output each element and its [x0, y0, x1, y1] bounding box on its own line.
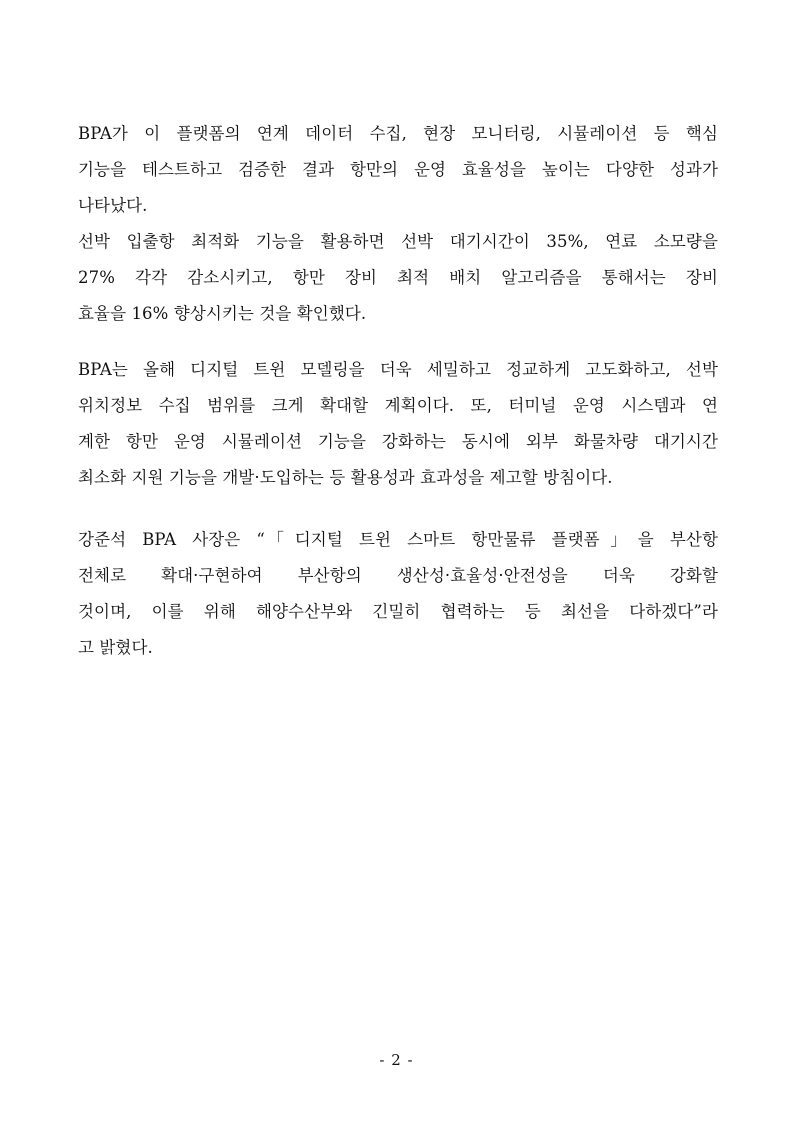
- paragraph-3-line-3: 계한 항만 운영 시뮬레이션 기능을 강화하는 동시에 외부 화물차량 대기시간: [78, 432, 718, 451]
- paragraph-2-line-2: 27% 각각 감소시키고, 항만 장비 최적 배치 알고리즘을 통해서는 장비: [78, 268, 718, 287]
- paragraph-4-line-1: 강준석 BPA 사장은 “「디지털 트윈 스마트 항만물류 플랫폼」을 부산항: [78, 530, 718, 549]
- paragraph-2-line-3: 효율을 16% 향상시키는 것을 확인했다.: [78, 304, 367, 323]
- paragraph-2-line-1: 선박 입출항 최적화 기능을 활용하면 선박 대기시간이 35%, 연료 소모량을: [78, 232, 718, 251]
- paragraph-1-line-1: BPA가 이 플랫폼의 연계 데이터 수집, 현장 모니터링, 시뮬레이션 등 핵심: [78, 124, 718, 143]
- paragraph-4-line-4: 고 밝혔다.: [78, 638, 153, 657]
- paragraph-3-line-4: 최소화 지원 기능을 개발·도입하는 등 활용성과 효과성을 제고할 방침이다.: [78, 468, 613, 487]
- page-number: - 2 -: [379, 1051, 414, 1069]
- paragraph-1-line-3: 나타났다.: [78, 196, 148, 215]
- paragraph-3-line-1: BPA는 올해 디지털 트윈 모델링을 더욱 세밀하고 정교하게 고도화하고, 선박: [78, 360, 718, 379]
- paragraph-1-line-2: 기능을 테스트하고 검증한 결과 항만의 운영 효율성을 높이는 다양한 성과가: [78, 160, 718, 179]
- paragraph-3-line-2: 위치정보 수집 범위를 크게 확대할 계획이다. 또, 터미널 운영 시스템과 연: [78, 396, 718, 415]
- paragraph-4-line-2: 전체로 확대·구현하여 부산항의 생산성·효율성·안전성을 더욱 강화할: [78, 566, 718, 585]
- paragraph-4-line-3: 것이며, 이를 위해 해양수산부와 긴밀히 협력하는 등 최선을 다하겠다”라: [78, 602, 718, 621]
